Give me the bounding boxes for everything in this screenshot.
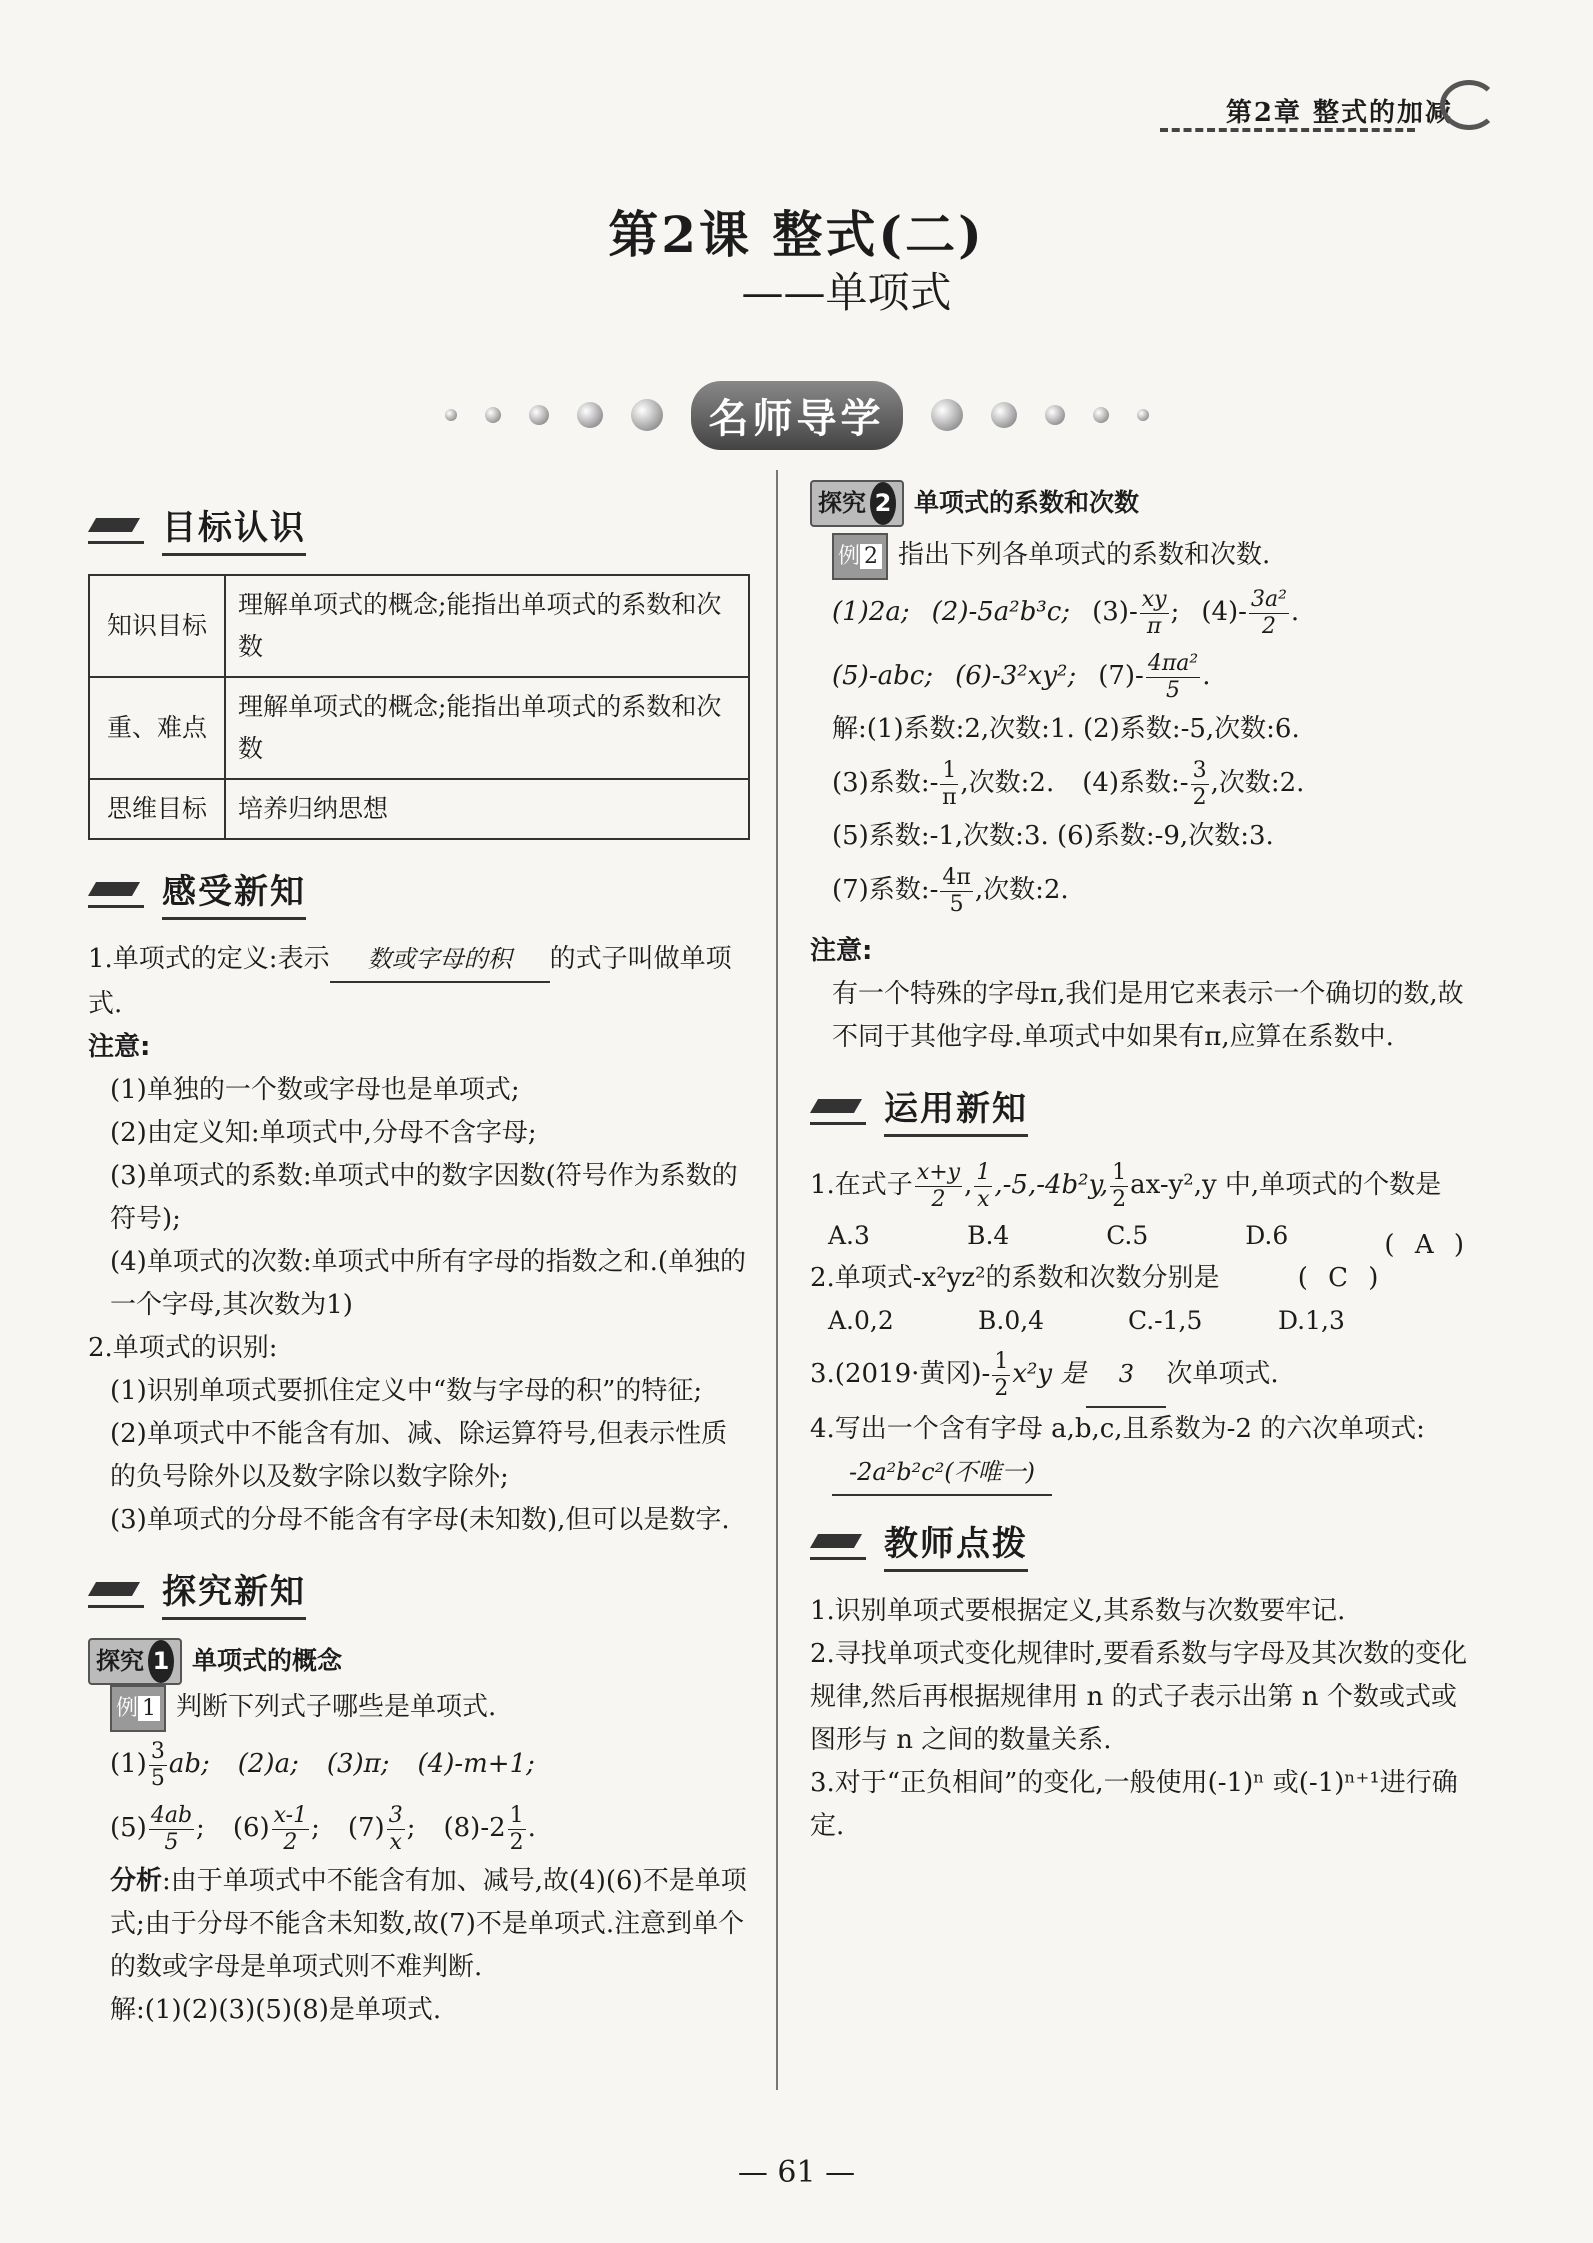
explore-tag: 探究 2 [810,480,904,527]
note-item: (3)单项式的系数:单项式中的数字因数(符号作为系数的符号); [110,1161,738,1234]
table-row [89,575,749,677]
goal-value: 理解单项式的概念;能指出单项式的系数和次数 [225,575,749,677]
graduation-cap-icon [88,874,148,910]
example1-question: 例 1 判断下列式子哪些是单项式. [88,1685,748,1732]
goal-key: 重、难点 [89,677,225,779]
fraction: $\frac{3}{x}$ [388,1802,403,1855]
fraction: $\frac{x+y}{2}$ [916,1159,961,1212]
example-tag: 例 1 [110,1685,166,1732]
question-1: 1.在式子 $\frac{x+y}{2}$ , $\frac{1}{x}$ ,-5,-4b²y, $\frac{1}{2}$ ax-y²,y 中,单项式的个数是 ( A ) [810,1155,1470,1215]
fraction: $\frac{1}{2}$ [994,1348,1009,1401]
answer-choice: ( C ) [1297,1263,1385,1293]
fraction: $\frac{\text{3a²}}{2}$ [1250,586,1287,639]
analysis-text: 分析:由于单项式中不能含有加、减号,故(4)(6)不是单项式;由于分母不能含未知数,故(7)不是单项式.注意到单个的数或字母是单项式则不难判断. [110,1866,747,1982]
right-column [810,480,1470,1848]
goal-value: 培养归纳思想 [225,779,749,839]
goal-key: 思维目标 [89,779,225,839]
teacher-point: 1.识别单项式要根据定义,其系数与次数要牢记. [810,1596,1346,1626]
solution2-line: (7)系数:- $\frac{4\pi}{5}$ ,次数:2. [832,864,1069,917]
table-row [89,677,749,779]
definition-blank: 数或字母的积 [330,938,550,983]
feel-heading: 感受新知 [88,864,748,920]
explore1-title: 探究 1 单项式的概念 [88,1638,748,1685]
section-banner [0,385,1593,445]
fraction: $\frac{x-1}{2}$ [273,1802,308,1855]
solution1-text: 解:(1)(2)(3)(5)(8)是单项式. [110,1995,442,2025]
banner-dot-icon [1137,409,1149,421]
answer-blank: 3 [1086,1342,1166,1408]
explore2-title: 探究 2 单项式的系数和次数 [810,480,1470,527]
example2-line2: (5)-abc; (6)-3²xy²; (7)- $\frac{\text{4πa²}}{5}$ . [832,650,1211,703]
banner-dot-icon [931,399,963,431]
identify-item: (1)识别单项式要抓住定义中“数与字母的积”的特征; [110,1376,703,1406]
lesson-subtitle: ——单项式 [741,268,952,317]
chapter-header: 第2章 整式的加减 [1225,98,1453,128]
goals-heading: 目标认识 [88,500,748,556]
fraction: $\frac{4ab}{5}$ [150,1802,193,1855]
fraction: $\frac{\text{4πa²}}{5}$ [1147,650,1199,703]
banner-dot-icon [631,399,663,431]
goal-key: 知识目标 [89,575,225,677]
apply-heading: 运用新知 [810,1081,1470,1137]
answer-choice: ( A ) [1384,1230,1470,1260]
teacher-point: 2.寻找单项式变化规律时,要看系数与字母及其次数的变化规律,然后再根据规律用 n 的式子表示出第 n 个数或式或图形与 n 之间的数量关系. [810,1639,1468,1755]
graduation-cap-icon [810,1526,870,1562]
banner-dot-icon [529,405,549,425]
example1-items-b: (5) $\frac{4ab}{5}$ ; (6) $\frac{x-1}{2}$ ; (7) $\frac{3}{x}$ ; (8)-2 $\frac{1}{2}$ . [110,1802,536,1855]
banner-dot-icon [485,407,501,423]
note-item: (2)由定义知:单项式中,分母不含字母; [110,1118,537,1148]
graduation-cap-icon [88,1574,148,1610]
example2-line1: (1)2a; (2)-5a²b³c; (3)- $\frac{xy}{\pi}$ ; (4)- $\frac{\text{3a²}}{2}$ . [832,586,1300,639]
question-2: 2.单项式-x²yz²的系数和次数分别是 ( C ) [810,1257,1470,1300]
identify-item: (3)单项式的分母不能含有字母(未知数),但可以是数字. [110,1505,730,1535]
explore-heading: 探究新知 [88,1564,748,1620]
column-divider [776,470,778,2090]
banner-dot-icon [577,402,603,428]
banner-dot-icon [991,402,1017,428]
note2-text: 有一个特殊的字母π,我们是用它来表示一个确切的数,故不同于其他字母.单项式中如果有π,应算在系数中. [832,979,1464,1052]
goals-table [88,574,750,840]
banner-title: 名师导学 [691,381,903,450]
question-4-answer: -2a²b²c²(不唯一) [810,1451,1470,1496]
teacher-point: 3.对于“正负相间”的变化,一般使用(-1)ⁿ 或(-1)ⁿ⁺¹进行确定. [810,1768,1458,1841]
question-4: 4.写出一个含有字母 a,b,c,且系数为-2 的六次单项式: [810,1414,1425,1444]
banner-dot-icon [1093,407,1109,423]
fraction: $\frac{1}{x}$ [976,1159,991,1212]
note-label: 注意: [88,1032,151,1062]
header-rule [1160,128,1415,132]
fraction: $\frac{3}{2}$ [1192,757,1207,810]
solution2-line: (3)系数:- $\frac{1}{\pi}$ ,次数:2. (4)系数:- $\frac{3}{2}$ ,次数:2. [832,757,1305,810]
lesson-title: 第2课 整式(二) [608,205,985,264]
question-2-options: A.0,2 B.0,4 C.-1,5 D.1,3 [828,1306,1345,1335]
swirl-logo-icon [1440,80,1498,130]
identify-title: 2.单项式的识别: [88,1333,278,1363]
note-item: (4)单项式的次数:单项式中所有字母的指数之和.(单独的一个字母,其次数为1) [110,1247,746,1320]
example-tag: 例 2 [832,533,888,580]
fraction: $\frac{3}{5}$ [150,1738,165,1791]
fraction: $\frac{1}{2}$ [509,1802,524,1855]
left-column [88,500,748,2032]
page-number: — 61 — [737,2155,856,2190]
fraction: $\frac{4\pi}{5}$ [942,864,971,917]
definition-text: 1.单项式的定义:表示 数或字母的积 的式子叫做单项式. [88,938,748,1026]
note-item: (1)单独的一个数或字母也是单项式; [110,1075,520,1105]
explore-tag: 探究 1 [88,1638,182,1685]
banner-dot-icon [445,409,457,421]
note2-label: 注意: [810,936,873,966]
graduation-cap-icon [810,1091,870,1127]
question-3: 3.(2019·黄冈)- $\frac{1}{2}$ x²y 是 3 次单项式. [810,1342,1470,1408]
table-row [89,779,749,839]
graduation-cap-icon [88,510,148,546]
fraction: $\frac{1}{\pi}$ [942,757,957,810]
banner-dot-icon [1045,405,1065,425]
goal-value: 理解单项式的概念;能指出单项式的系数和次数 [225,677,749,779]
example2-question: 例 2 指出下列各单项式的系数和次数. [810,533,1470,580]
example1-items-a: (1) $\frac{3}{5}$ ab; (2)a; (3)π; (4)-m+1; [110,1738,535,1791]
question-1-options: A.3 B.4 C.5 D.6 [828,1221,1289,1250]
teacher-heading: 教师点拨 [810,1516,1470,1572]
solution2-line: (5)系数:-1,次数:3. (6)系数:-9,次数:3. [832,821,1274,851]
solution2-line: 解:(1)系数:2,次数:1. (2)系数:-5,次数:6. [832,714,1300,744]
fraction: $\frac{xy}{\pi}$ [1141,586,1167,639]
identify-item: (2)单项式中不能含有加、减、除运算符号,但表示性质的负号除外以及数字除以数字除外; [110,1419,728,1492]
fraction: $\frac{1}{2}$ [1112,1159,1127,1212]
